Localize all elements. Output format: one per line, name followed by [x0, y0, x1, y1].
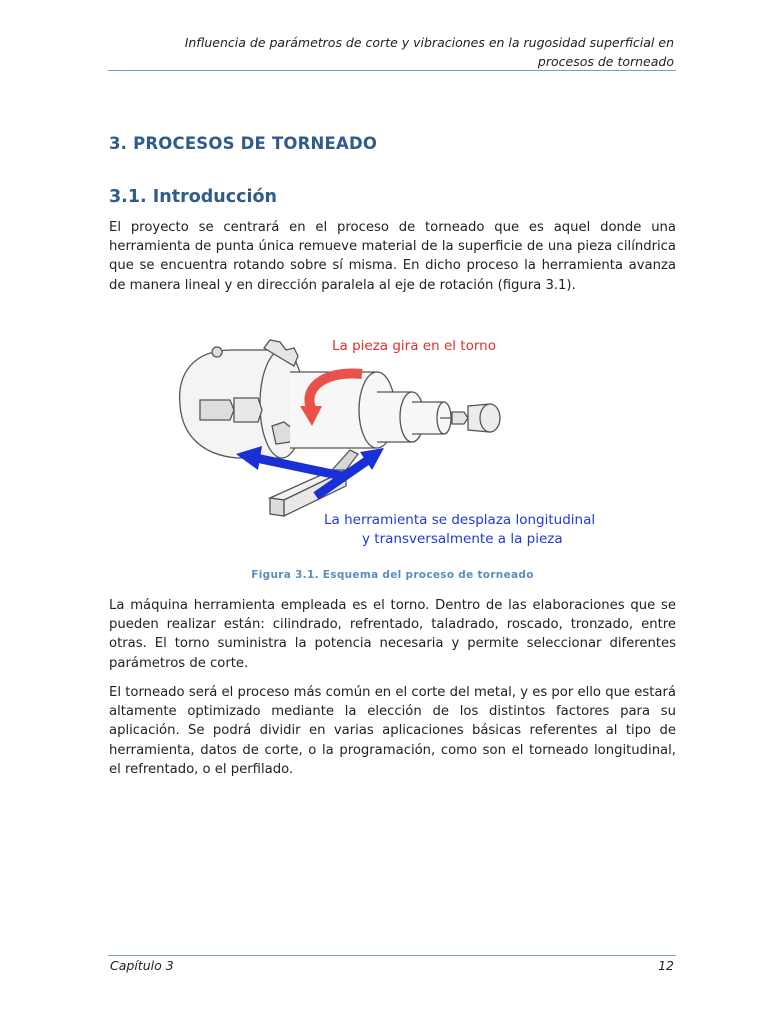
header-line-2: procesos de torneado	[537, 54, 674, 69]
intro-paragraph: El proyecto se centrará en el proceso de torneado que es aquel donde una herramienta de punta única remueve material de la superficie de una pieza cilíndrica que se encuentra rotando sobre sí misma. En dicho proceso la herramienta avanza de manera lineal y en dirección paralela al eje de rotación (figura 3.1).	[109, 220, 676, 293]
lathe-paragraph: La máquina herramienta empleada es el torno. Dentro de las elaboraciones que se pueden realizar están: cilindrado, refrentado, taladrado, roscado, tronzado, entre otras. El torno suministra la potencia necesaria y permite seleccionar diferentes parámetros de corte.	[109, 598, 676, 671]
rotation-label: La pieza gira en el torno	[332, 338, 496, 354]
page-number: 12	[658, 958, 674, 973]
section-title: 3.1. Introducción	[109, 187, 277, 207]
chapter-title: 3. PROCESOS DE TORNEADO	[109, 134, 378, 153]
tailstock	[468, 404, 500, 432]
header-divider	[108, 70, 676, 71]
turning-process-figure	[172, 330, 602, 552]
footer-divider	[108, 955, 676, 956]
lathe-chuck	[180, 340, 304, 458]
figure-caption: Figura 3.1. Esquema del proceso de torneado	[251, 569, 534, 581]
turning-paragraph: El torneado será el proceso más común en el corte del metal, y es por ello que estará altamente optimizado mediante la elección de los distintos factores para su aplicación. Se podrá dividir en varias aplicaciones básicas referentes al tipo de herramienta, datos de corte, o la programación, como son el torneado longitudinal, el refrentado, o el perfilado.	[109, 685, 676, 777]
footer-chapter: Capítulo 3	[110, 958, 174, 973]
lathe-illustration	[172, 330, 602, 552]
page-header	[74, 33, 674, 71]
tool-label-line-2: y transversalmente a la pieza	[362, 531, 563, 547]
tool-label-line-1: La herramienta se desplaza longitudinal	[324, 512, 596, 528]
header-line-1: Influencia de parámetros de corte y vibraciones en la rugosidad superficial en	[184, 35, 674, 50]
